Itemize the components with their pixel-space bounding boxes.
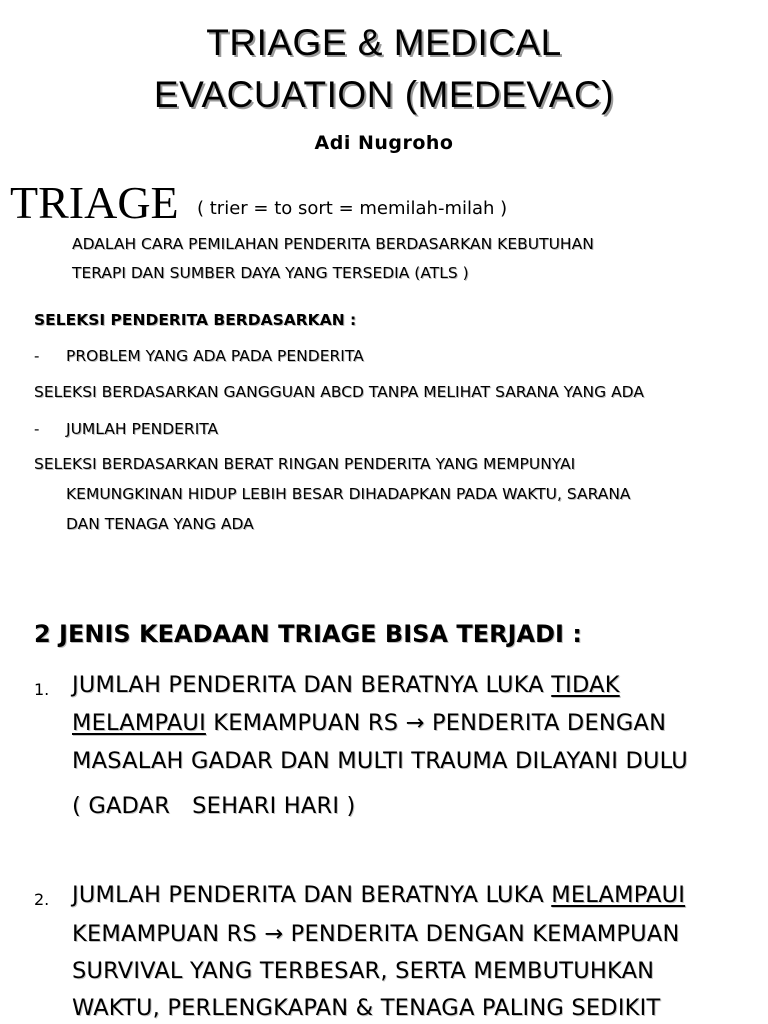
type1-number: 1. bbox=[34, 680, 50, 699]
type2-line1-text: JUMLAH PENDERITA DAN BERATNYA LUKA bbox=[72, 882, 552, 908]
selection-item2: JUMLAH PENDERITA bbox=[66, 420, 219, 438]
type1-line3: MASALAH GADAR DAN MULTI TRAUMA DILAYANI DULU bbox=[72, 748, 688, 774]
type1-line1-text: JUMLAH PENDERITA DAN BERATNYA LUKA bbox=[72, 672, 552, 698]
triage-subtitle: ( trier = to sort = memilah-milah ) bbox=[197, 198, 508, 219]
selection-item2-desc-line2: KEMUNGKINAN HIDUP LEBIH BESAR DIHADAPKAN PADA WAKTU, SARANA bbox=[66, 485, 631, 503]
page-title-line2: EVACUATION (MEDEVAC) bbox=[153, 74, 615, 115]
type2-line1 bbox=[72, 882, 685, 908]
type2-underline-melampaui: MELAMPAUI bbox=[551, 882, 686, 908]
type2-number: 2. bbox=[34, 890, 50, 909]
selection-item2-desc-line1: SELEKSI BERDASARKAN BERAT RINGAN PENDERITA YANG MEMPUNYAI bbox=[34, 455, 576, 473]
page-title-line1: TRIAGE & MEDICAL bbox=[206, 22, 562, 63]
triage-definition-line1: ADALAH CARA PEMILAHAN PENDERITA BERDASARKAN KEBUTUHAN bbox=[72, 235, 594, 253]
type1-line1 bbox=[72, 672, 620, 698]
type1-line2-text: KEMAMPUAN RS → PENDERITA DENGAN bbox=[205, 710, 667, 736]
triage-heading: TRIAGE bbox=[10, 177, 179, 228]
type1-line2 bbox=[72, 710, 666, 736]
triage-definition-line2: TERAPI DAN SUMBER DAYA YANG TERSEDIA (ATLS ) bbox=[72, 264, 469, 282]
types-heading: 2 JENIS KEADAAN TRIAGE BISA TERJADI : bbox=[34, 620, 582, 648]
type2-line2: KEMAMPUAN RS → PENDERITA DENGAN KEMAMPUAN bbox=[72, 921, 680, 947]
type1-line4: ( GADAR SEHARI HARI ) bbox=[72, 793, 356, 819]
type2-line3: SURVIVAL YANG TERBESAR, SERTA MEMBUTUHKAN bbox=[72, 958, 655, 984]
selection-item1-desc: SELEKSI BERDASARKAN GANGGUAN ABCD TANPA MELIHAT SARANA YANG ADA bbox=[34, 383, 644, 401]
dash-bullet-1: - bbox=[34, 347, 40, 365]
type2-line4: WAKTU, PERLENGKAPAN & TENAGA PALING SEDIKIT bbox=[72, 995, 661, 1021]
selection-heading: SELEKSI PENDERITA BERDASARKAN : bbox=[34, 311, 357, 329]
selection-item2-desc-line3: DAN TENAGA YANG ADA bbox=[66, 515, 254, 533]
dash-bullet-2: - bbox=[34, 420, 40, 438]
type1-underline-tidak: TIDAK bbox=[551, 672, 620, 698]
author-name: Adi Nugroho bbox=[314, 132, 454, 154]
selection-item1: PROBLEM YANG ADA PADA PENDERITA bbox=[66, 347, 364, 365]
type1-underline-melampaui: MELAMPAUI bbox=[72, 710, 206, 736]
